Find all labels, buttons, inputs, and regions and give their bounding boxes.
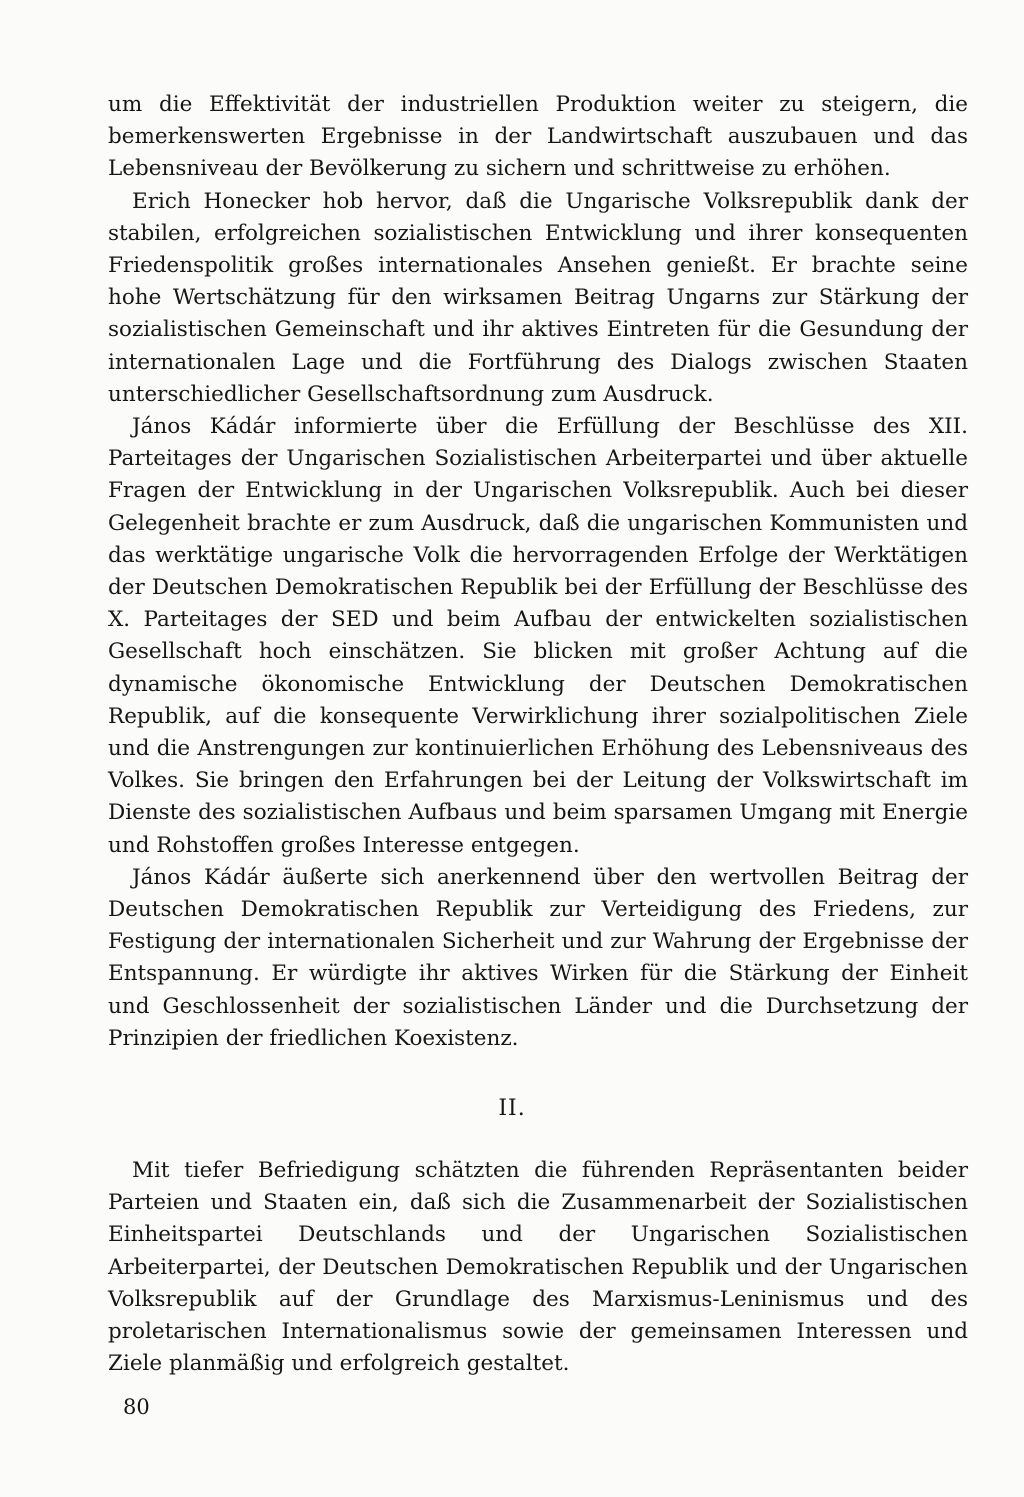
body-text-section-1 [108, 89, 968, 1055]
body-text-section-2 [108, 1155, 968, 1380]
section-heading: II. [498, 1096, 526, 1121]
paragraph: János Kádár äußerte sich anerkennend über den wertvollen Beitrag der Deutschen Demokratischen Republik zur Verteidigung des Friedens, zur Festigung der internationalen Sicherheit und zur Wahrung der Ergebnisse der Entspannung. Er würdigte ihr aktives Wirken für die Stärkung der Einheit und Geschlossenheit der sozialistischen Länder und die Durchsetzung der Prinzipien der friedlichen Koexistenz. [108, 864, 968, 1051]
paragraph: um die Effektivität der industriellen Produktion weiter zu steigern, die bemerkenswerten Ergebnisse in der Landwirtschaft auszubauen und das Lebensniveau der Bevölkerung zu sichern und schrittweise zu erhöhen. [108, 92, 968, 182]
page-number: 80 [123, 1395, 150, 1419]
paragraph: János Kádár informierte über die Erfüllung der Beschlüsse des XII. Parteitages der Ungarischen Sozialistischen Arbeiterpartei und über aktuelle Fragen der Entwicklung in der Ungarischen Volksrepublik. Auch bei dieser Gelegenheit brachte er zum Ausdruck, daß die ungarischen Kommunisten und das werktätige ungarische Volk die hervorragenden Erfolge der Werktätigen der Deutschen Demokratischen Republik bei der Erfüllung der Beschlüsse des X. Parteitages der SED und beim Aufbau der entwickelten sozialistischen Gesellschaft hoch einschätzen. Sie blicken mit großer Achtung auf die dynamische ökonomische Entwicklung der Deutschen Demokratischen Republik, auf die konsequente Verwirklichung ihrer sozialpolitischen Ziele und die Anstrengungen zur kontinuierlichen Erhöhung des Lebensniveaus des Volkes. Sie bringen den Erfahrungen bei der Leitung der Volkswirtschaft im Dienste des sozialistischen Aufbaus und beim sparsamen Umgang mit Energie und Rohstoffen großes Interesse entgegen. [108, 414, 968, 858]
paragraph: Erich Honecker hob hervor, daß die Ungarische Volksrepublik dank der stabilen, erfolgreichen sozialistischen Entwicklung und ihrer konsequenten Friedenspolitik großes internationales Ansehen genießt. Er brachte seine hohe Wertschätzung für den wirksamen Beitrag Ungarns zur Stärkung der sozialistischen Gemeinschaft und ihr aktives Eintreten für die Gesundung der internationalen Lage und die Fortführung des Dialogs zwischen Staaten unterschiedlicher Gesellschaftsordnung zum Ausdruck. [108, 188, 968, 407]
paragraph: Mit tiefer Befriedigung schätzten die führenden Repräsentanten beider Parteien und Staaten ein, daß sich die Zusammenarbeit der Sozialistischen Einheitspartei Deutschlands und der Ungarischen Sozialistischen Arbeiterpartei, der Deutschen Demokratischen Republik und der Ungarischen Volksrepublik auf der Grundlage des Marxismus-Leninismus und des proletarischen Internationalismus sowie der gemeinsamen Interessen und Ziele planmäßig und erfolgreich gestaltet. [108, 1158, 968, 1377]
